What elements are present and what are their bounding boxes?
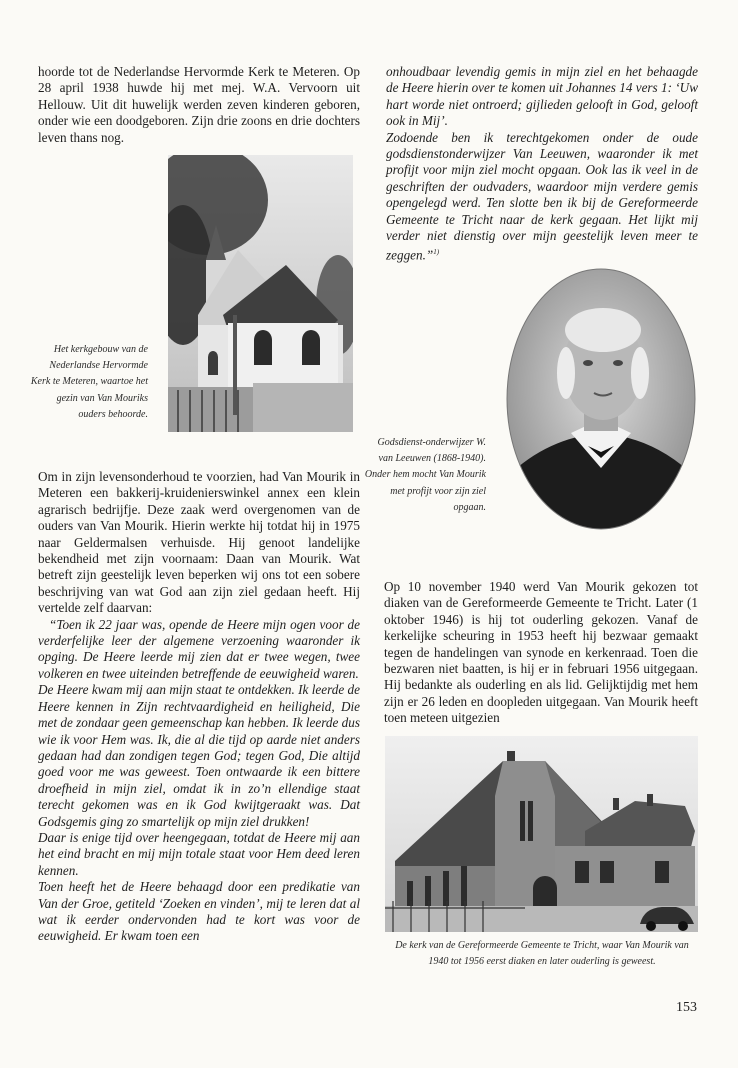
portrait-caption: Godsdienst-onderwijzer W. van Leeuwen (1868-1940). Onder hem mocht Van Mourik met profijt voor zijn ziel opgaan. <box>364 437 486 513</box>
page-number: 153 <box>676 1000 697 1015</box>
left-body-text: Om in zijn levensonderhoud te voorzien, had Van Mourik in Meteren een bakkerij-kruidenierswinkel annex een klein agrarisch bedrijfje. Deze zaak werd overgenomen van de ouders van Van Mourik. Hierin werkte hij totdat hij in 1975 naar Geldermalsen verhuisde. Hij genoot landelijke bekendheid met zijn voornaam: Daan van Mourik. Wat betreft zijn geestelijk leven beperken wij ons tot een sobere beschrijving van wat God aan zijn ziel gedaan heeft. Hij vertelde zelf daarvan: “Toen ik 22 jaar was, opende de Heere mijn ogen voor de verderfelijke leer der algemene verzoening waaronder ik opging. De Heere leerde mij zien dat er twee wegen, twee volkeren en twee uiteinden betreffende de eeuwigheid waren. De Heere kwam mij aan mijn staat te ontdekken. Ik leerde de Heere kennen in Zijn rechtvaardigheid en heiligheid, Die met de zondaar geen gemeenschap kan hebben. Ik leerde dus wie ik voor Hem was. Ik, die al die tijd op aarde niet anders gedaan had dan zondigen tegen God; tegen God, Die altijd goed voor me was geweest. Toen ontwaarde ik een bittere droefheid in mijn ziel, omdat ik in zo’n ellendige staat terecht gekomen was en ik God kwijtgeraakt was. Dat Godsgemis ging zo smartelijk op mijn ziel drukken! Daar is enige tijd over heengegaan, totdat de Heere mij aan het eind bracht en mij mijn totale staat voor Hem deed leren kennen. Toen heeft het de Heere behaagd door een predikatie van Van der Groe, getiteld ‘Zoeken en vinden’, mij te leren dat al wat ik eerder ondervonden had te kort was voor de eeuwigheid. Er kwam toen een <box>38 469 360 944</box>
left-intro-text: hoorde tot de Nederlandse Hervormde Kerk te Meteren. Op 28 april 1938 huwde hij met mej. W.A. Vervoorn uit Hellouw. Uit dit huwelijk werden zeven kinderen geboren, onder wie een doodgeboren. Zijn drie zoons en drie dochters leven thans nog. <box>38 64 360 145</box>
right-body-text: Op 10 november 1940 werd Van Mourik gekozen tot diaken van de Gereformeerde Gemeente te Tricht. Later (1 oktober 1946) is hij tot ouderling gekozen. Vanaf de kerkelijke scheuring in 1953 heeft hij bezwaar gemaakt tegen de handelingen van synode en kerkenraad. Toen die bezwaren niet baatten, is hij er in februari 1956 uitgegaan. Hij bedankte als ouderling en als lid. Gelijktijdig met hem zijn er 26 leden en doopleden uitgegaan. Van Mourik heeft toen meteen uitgezien <box>384 579 698 726</box>
church-meteren-caption: Het kerkgebouw van de Nederlandse Hervormde Kerk te Meteren, waartoe het gezin van Van Mouriks ouders behoorde. <box>30 344 148 420</box>
right-quote-text: onhoudbaar levendig gemis in mijn ziel en het behaagde de Heere hierin over te komen uit Johannes 14 vers 1: ‘Uw hart worde niet ontroerd; gijlieden gelooft in God, gelooft ook in Mij’. Zodoende ben ik terechtgekomen onder de oude godsdienstonderwijzer Van Leeuwen, waaronder ik met profijt voor mijn ziel mocht opgaan. Ook las ik veel in de geschriften der oudvaders, waardoor mijn verdere gemis opengelegd werd. Ten slotte ben ik bij de Gereformeerde Gemeente te Tricht naar de kerk gegaan. Het lijkt mij verder niet dienstig over mijn geestelijk leven meer te zeggen.”$^{1)}$ <box>386 64 698 263</box>
portrait-photo <box>506 268 696 530</box>
church-tricht-photo <box>385 736 698 932</box>
church-tricht-caption: De kerk van de Gereformeerde Gemeente te Tricht, waar Van Mourik van 1940 tot 1956 eerst diaken en later ouderling is geweest. <box>395 940 689 968</box>
footnote-mark: 1) <box>433 248 440 257</box>
church-meteren-photo <box>168 155 353 432</box>
